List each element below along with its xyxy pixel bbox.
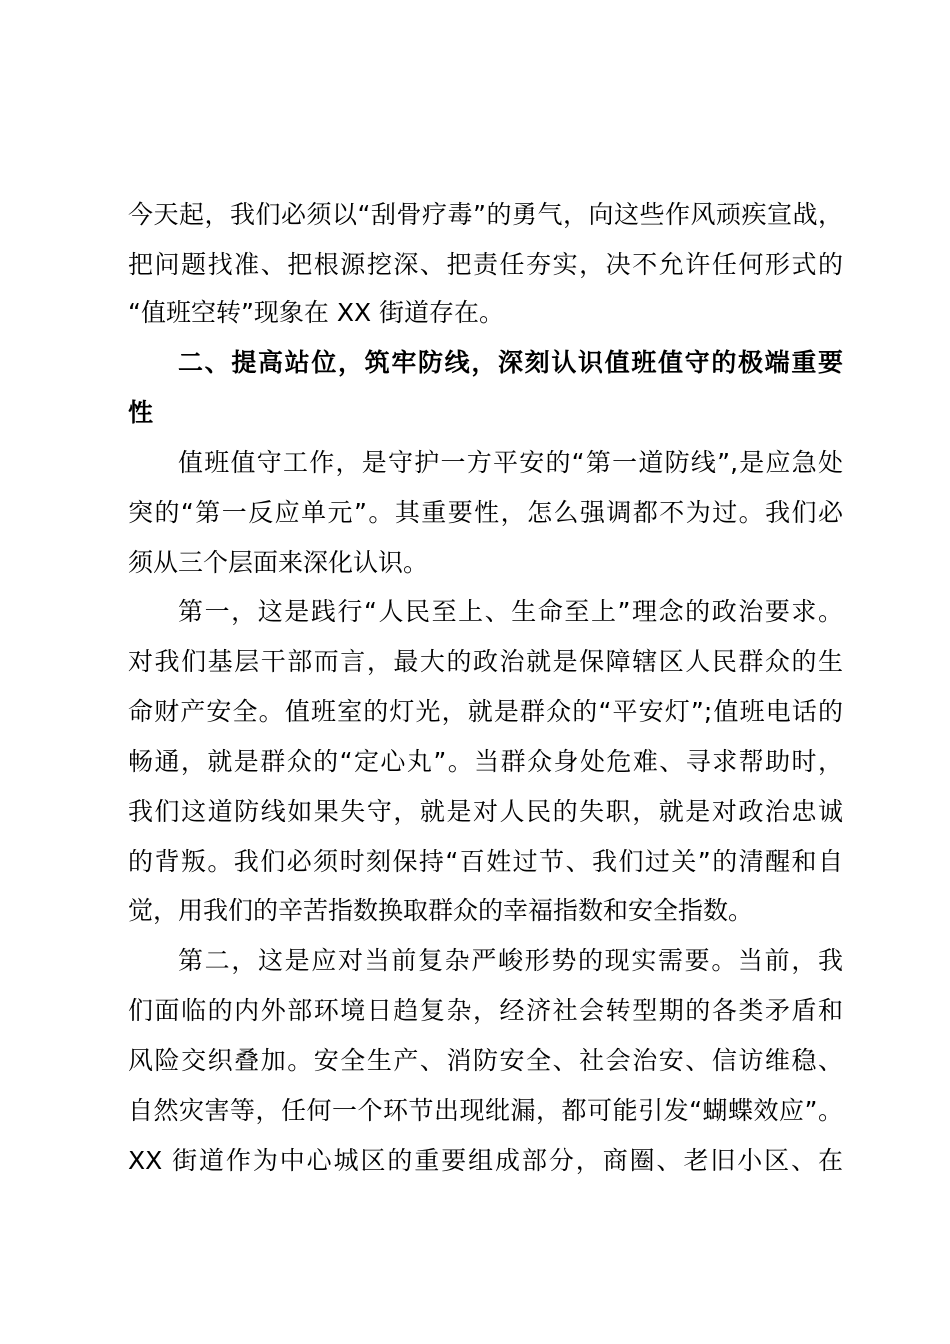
body-text-line: 畅通，就是群众的“定心丸”。当群众身处危难、寻求帮助时， — [128, 747, 843, 776]
body-text-line: 们面临的内外部环境日趋复杂，经济社会转型期的各类矛盾和 — [128, 996, 843, 1025]
body-text-line: 对我们基层干部而言，最大的政治就是保障辖区人民群众的生 — [128, 647, 843, 676]
body-text-line: 第二，这是应对当前复杂严峻形势的现实需要。当前，我 — [178, 946, 843, 975]
body-text-line: 觉，用我们的辛苦指数换取群众的幸福指数和安全指数。 — [128, 896, 754, 925]
section-heading: 二、提高站位，筑牢防线，深刻认识值班值守的极端重要 — [178, 348, 843, 377]
section-heading-continued: 性 — [128, 398, 154, 427]
body-text-line: 把问题找准、把根源挖深、把责任夯实，决不允许任何形式的 — [128, 250, 843, 279]
body-text-line: 值班值守工作，是守护一方平安的“第一道防线”,是应急处 — [178, 448, 843, 477]
body-text-line: “值班空转”现象在 XX 街道存在。 — [128, 298, 505, 327]
body-text-line: 风险交织叠加。安全生产、消防安全、社会治安、信访维稳、 — [128, 1046, 843, 1075]
body-text-line: 今天起，我们必须以“刮骨疗毒”的勇气，向这些作风顽疾宣战， — [128, 200, 843, 229]
body-text-line: XX 街道作为中心城区的重要组成部分，商圈、老旧小区、在 — [128, 1146, 843, 1175]
body-text-line: 第一，这是践行“人民至上、生命至上”理念的政治要求。 — [178, 597, 843, 626]
body-text-line: 我们这道防线如果失守，就是对人民的失职，就是对政治忠诚 — [128, 797, 843, 826]
body-text-line: 的背叛。我们必须时刻保持“百姓过节、我们过关”的清醒和自 — [128, 847, 843, 876]
body-text-line: 命财产安全。值班室的灯光，就是群众的“平安灯”;值班电话的 — [128, 697, 843, 726]
body-text-line: 自然灾害等，任何一个环节出现纰漏，都可能引发“蝴蝶效应”。 — [128, 1096, 843, 1125]
body-text-line: 突的“第一反应单元”。其重要性，怎么强调都不为过。我们必 — [128, 498, 843, 527]
body-text-line: 须从三个层面来深化认识。 — [128, 548, 429, 577]
